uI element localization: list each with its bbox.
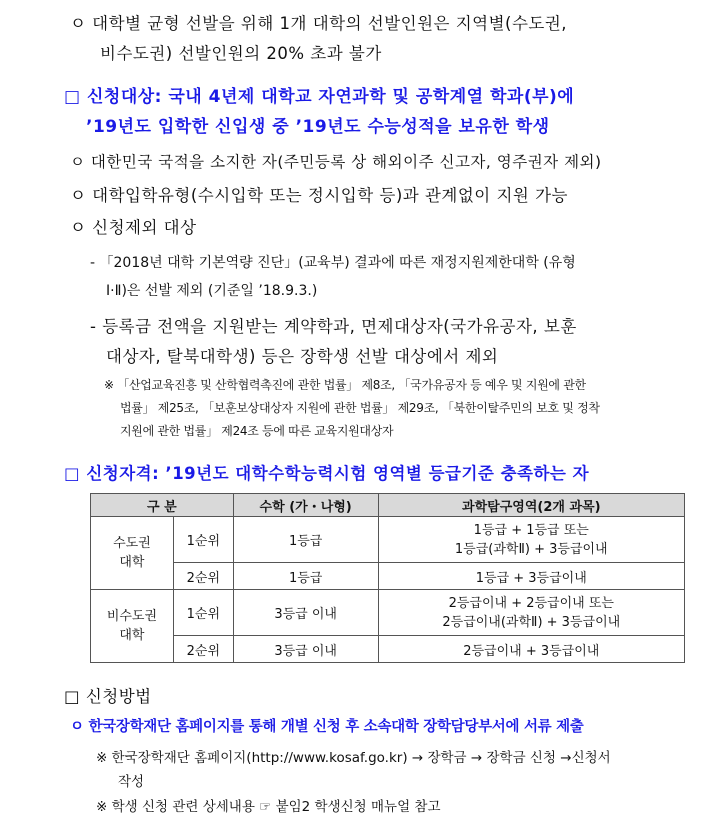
table-header-division: 구 분 [91, 494, 234, 517]
method-heading: □ 신청방법 [64, 687, 152, 706]
target-sub-2b: 대상자, 탈북대학생) 등은 장학생 선발 대상에서 제외 [106, 347, 499, 366]
table-row [91, 590, 685, 636]
table-cell-region: 수도권 대학 [91, 517, 174, 590]
table-row [91, 517, 685, 563]
qualification-heading: □ 신청자격: ’19년도 대학수학능력시험 영역별 등급기준 충족하는 자 [64, 464, 590, 483]
table-cell-math: 3등급 이내 [233, 636, 378, 663]
table-cell-science: 2등급이내 + 2등급이내 또는 2등급이내(과학Ⅱ) + 3등급이내 [378, 590, 684, 636]
table-header-math: 수학 (가・나형) [233, 494, 378, 517]
method-note-1b: 작성 [118, 774, 145, 790]
table-header-row [91, 494, 685, 517]
grade-criteria-table [90, 493, 685, 663]
table-cell-rank: 1순위 [173, 517, 233, 563]
table-cell-math: 1등급 [233, 517, 378, 563]
target-note-3: 지원에 관한 법률」 제24조 등에 따른 교육지원대상자 [120, 424, 394, 438]
target-note-1: ※ 「산업교육진흥 및 산학협력촉진에 관한 법률」 제8조, 「국가유공자 등 예우 및 지원에 관한 [104, 378, 586, 392]
intro-line-1: ㅇ 대학별 균형 선발을 위해 1개 대학의 선발인원은 지역별(수도권, [70, 14, 568, 33]
table-cell-region: 비수도권 대학 [91, 590, 174, 663]
table-cell-science: 2등급이내 + 3등급이내 [378, 636, 684, 663]
target-sub-1a: - 「2018년 대학 기본역량 진단」(교육부) 결과에 따른 재정지원제한대학 (유형 [90, 255, 576, 271]
table-cell-math: 3등급 이내 [233, 590, 378, 636]
table-row [91, 563, 685, 590]
target-item-3: ㅇ 신청제외 대상 [70, 218, 197, 237]
table-cell-science: 1등급 + 3등급이내 [378, 563, 684, 590]
table-cell-science: 1등급 + 1등급 또는 1등급(과학Ⅱ) + 3등급이내 [378, 517, 684, 563]
method-note-2: ※ 학생 신청 관련 상세내용 ☞ 붙임2 학생신청 매뉴얼 참고 [96, 799, 441, 815]
table-cell-rank: 2순위 [173, 563, 233, 590]
target-item-2: ㅇ 대학입학유형(수시입학 또는 정시입학 등)과 관계없이 지원 가능 [70, 186, 568, 205]
target-note-2: 법률」 제25조, 「보훈보상대상자 지원에 관한 법률」 제29조, 「북한이탈주민의 보호 및 정착 [120, 401, 600, 415]
target-sub-1b: Ⅰ·Ⅱ)은 선발 제외 (기준일 ’18.9.3.) [106, 283, 318, 299]
table-cell-rank: 2순위 [173, 636, 233, 663]
target-heading-1: □ 신청대상: 국내 4년제 대학교 자연과학 및 공학계열 학과(부)에 [64, 87, 575, 107]
table-row [91, 636, 685, 663]
method-note-1a: ※ 한국장학재단 홈페이지(http://www.kosaf.go.kr) → 장학금 → 장학금 신청 →신청서 [96, 750, 611, 766]
target-sub-2a: - 등록금 전액을 지원받는 계약학과, 면제대상자(국가유공자, 보훈 [90, 317, 577, 336]
method-item-1: ㅇ 한국장학재단 홈페이지를 통해 개별 신청 후 소속대학 장학담당부서에 서류 제출 [70, 719, 584, 735]
table-cell-rank: 1순위 [173, 590, 233, 636]
table-cell-math: 1등급 [233, 563, 378, 590]
target-item-1: ㅇ 대한민국 국적을 소지한 자(주민등록 상 해외이주 신고자, 영주권자 제외) [70, 153, 602, 171]
intro-line-2: 비수도권) 선발인원의 20% 초과 불가 [100, 44, 382, 63]
table-header-science: 과학탐구영역(2개 과목) [378, 494, 684, 517]
target-heading-2: ’19년도 입학한 신입생 중 ’19년도 수능성적을 보유한 학생 [86, 117, 550, 137]
